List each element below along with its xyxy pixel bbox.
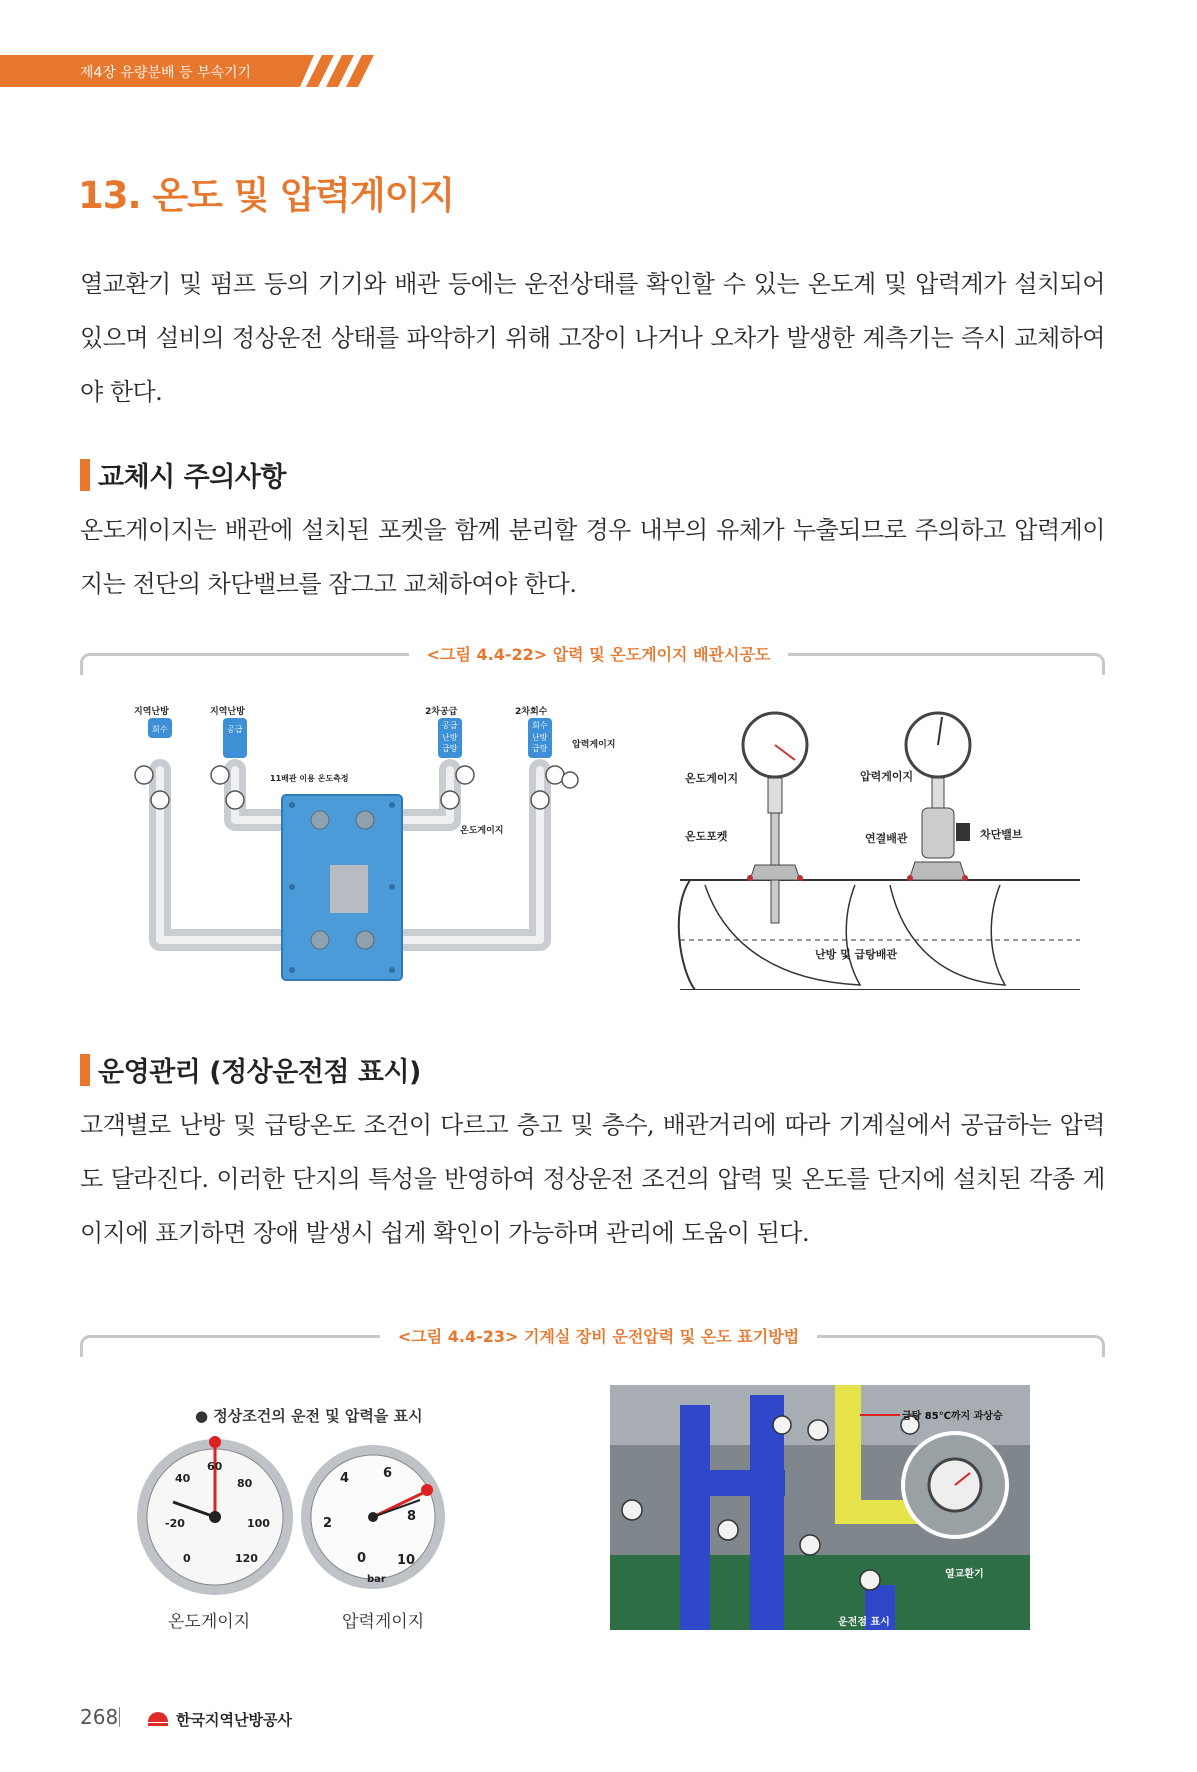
svg-text:bar: bar: [367, 1574, 386, 1585]
gauge-photos: [135, 1432, 445, 1607]
section-heading-text: 교체시 주의사항: [98, 462, 286, 493]
svg-text:난방: 난방: [532, 733, 548, 742]
replacement-paragraph: 온도게이지는 배관에 설치된 포켓을 함께 분리할 경우 내부의 유체가 누출되므로 주의하고 압력게이지는 전단의 차단밸브를 잠그고 교체하여야 한다.: [80, 516, 1105, 598]
svg-text:공급: 공급: [442, 721, 458, 730]
gauge-marking-title: ● 정상조건의 운전 및 압력을 표시: [195, 1407, 423, 1425]
kdhc-logo-icon: [146, 1708, 170, 1728]
svg-text:지역난방: 지역난방: [134, 707, 169, 717]
svg-text:4: 4: [340, 1471, 350, 1486]
svg-text:10: 10: [397, 1553, 416, 1568]
pressure-gauge-caption: 압력게이지: [342, 1612, 425, 1632]
chapter-label: 제4장 유량분배 등 부속기기: [80, 65, 252, 81]
svg-text:난방 및 급탕배관: 난방 및 급탕배관: [815, 948, 898, 961]
svg-text:압력게이지: 압력게이지: [860, 770, 914, 783]
mechanical-room-photo: [610, 1385, 1030, 1630]
section-heading-text: 운영관리 (정상운전점 표시): [98, 1057, 421, 1088]
svg-text:공급: 공급: [227, 725, 243, 734]
svg-text:온도포켓: 온도포켓: [685, 830, 728, 843]
svg-text:11배관 이용 온도측정: 11배관 이용 온도측정: [270, 774, 349, 783]
svg-text:0: 0: [183, 1552, 191, 1565]
operation-paragraph: 고객별로 난방 및 급탕온도 조건이 다르고 층고 및 층수, 배관거리에 따라 기계실에서 공급하는 압력도 달라진다. 이러한 단지의 특성을 반영하여 정상운전 조건의 압력 및 온도를 단지에 설치된 각종 게이지에 표기하면 장애 발생시 쉽게 확인이 가능하며 관리에 도움이 된다.: [80, 1111, 1105, 1247]
svg-text:온도게이지: 온도게이지: [685, 772, 739, 785]
intro-paragraph: 열교환기 및 펌프 등의 기기와 배관 등에는 운전상태를 확인할 수 있는 온도계 및 압력계가 설치되어 있으며 설비의 정상운전 상태를 파악하기 위해 고장이 나거나 오차가 발생한 계측기는 즉시 교체하여야 한다.: [80, 270, 1105, 406]
svg-text:0: 0: [357, 1551, 367, 1566]
svg-text:40: 40: [175, 1472, 191, 1485]
svg-text:급탕: 급탕: [532, 744, 548, 753]
heat-exchanger-piping-diagram: [120, 690, 640, 990]
figure-caption: <그림 4.4-23> 기계실 장비 운전압력 및 온도 표기방법: [0, 1324, 1197, 1347]
svg-text:100: 100: [247, 1517, 270, 1530]
page-title: 13. 온도 및 압력게이지: [78, 174, 455, 217]
section-heading-operation: [80, 1050, 421, 1089]
gauge-installation-diagram: [660, 690, 1090, 990]
section-heading-replacement: [80, 455, 286, 494]
svg-text:급탕 85℃까지 과상승: 급탕 85℃까지 과상승: [902, 1411, 1003, 1422]
footer-separator: [119, 1707, 120, 1727]
svg-text:운전점 표시: 운전점 표시: [838, 1617, 890, 1628]
svg-text:회수: 회수: [152, 725, 168, 734]
figure-caption: <그림 4.4-22> 압력 및 온도게이지 배관시공도: [0, 642, 1197, 665]
svg-text:2차공급: 2차공급: [425, 707, 458, 717]
svg-text:2: 2: [323, 1516, 333, 1531]
svg-text:압력게이지: 압력게이지: [572, 740, 616, 750]
header-stripes-icon: [300, 55, 380, 87]
svg-text:-20: -20: [165, 1517, 185, 1530]
svg-text:회수: 회수: [532, 721, 548, 730]
svg-text:6: 6: [383, 1466, 393, 1481]
svg-text:차단밸브: 차단밸브: [980, 828, 1023, 841]
svg-text:열교환기: 열교환기: [945, 1569, 984, 1580]
page-number: 268: [80, 1705, 119, 1729]
svg-text:8: 8: [407, 1509, 417, 1524]
temp-gauge-caption: 온도게이지: [168, 1612, 251, 1632]
svg-text:120: 120: [235, 1552, 258, 1565]
heading-marker: [80, 459, 90, 491]
svg-text:2차회수: 2차회수: [515, 707, 548, 717]
organization-name: 한국지역난방공사: [176, 1711, 292, 1729]
svg-text:급탕: 급탕: [442, 744, 458, 753]
svg-text:온도게이지: 온도게이지: [460, 826, 504, 836]
svg-text:지역난방: 지역난방: [210, 707, 245, 717]
svg-text:난방: 난방: [442, 733, 458, 742]
svg-text:80: 80: [237, 1477, 253, 1490]
svg-text:연결배관: 연결배관: [865, 832, 908, 845]
svg-text:60: 60: [207, 1460, 223, 1473]
heading-marker: [80, 1054, 90, 1086]
